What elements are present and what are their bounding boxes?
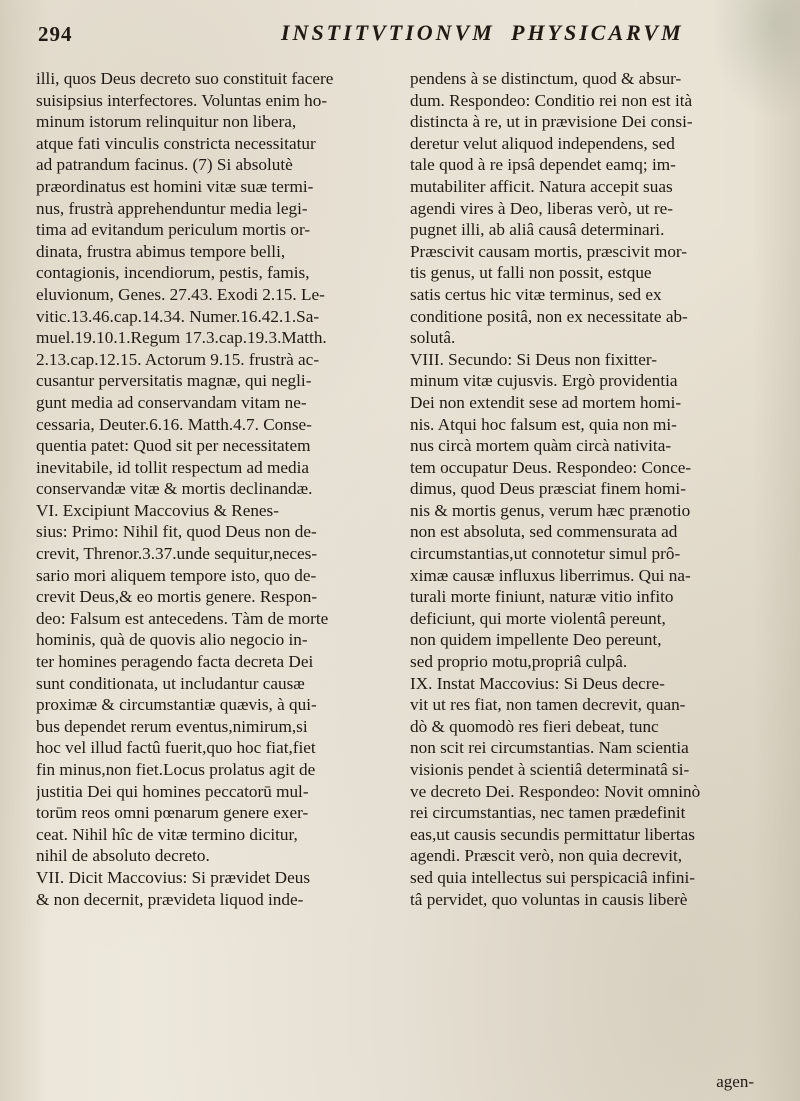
text-line: illi, quos Deus decreto suo constituit facere xyxy=(36,69,334,88)
text-line: rei circumstantias, nec tamen prædefinit xyxy=(410,803,686,823)
text-line: agendi vires à Deo, liberas verò, ut re- xyxy=(410,198,673,218)
text-line: atque fati vinculis constricta necessitatur xyxy=(36,133,316,153)
text-line: sius: Primo: Nihil fit, quod Deus non de- xyxy=(36,522,317,542)
text-line: conservandæ vitæ & mortis declinandæ. xyxy=(36,479,313,499)
text-line: non est absoluta, sed commensurata ad xyxy=(410,522,678,542)
text-line: non quidem impellente Deo pereunt, xyxy=(410,630,662,650)
text-line: inevitabile, id tollit respectum ad media xyxy=(36,457,310,477)
text-line: crevit Deus,& eo mortis genere. Respon- xyxy=(36,587,318,607)
text-line: deo: Falsum est antecedens. Tàm de morte xyxy=(36,608,329,628)
running-head xyxy=(0,8,800,48)
text-line: solutâ. xyxy=(410,328,456,348)
text-line: nus, frustrà apprehenduntur media legi- xyxy=(36,198,308,218)
text-line: dinata, frustra abimus tempore belli, xyxy=(36,241,286,261)
text-line: contagionis, incendiorum, pestis, famis, xyxy=(36,263,310,283)
right-text-column xyxy=(410,68,788,910)
text-line: nihil de absoluto decreto. xyxy=(36,846,210,866)
text-line: eas,ut causis secundis permittatur libertas xyxy=(410,824,695,844)
text-line: conditione positâ, non ex necessitate ab- xyxy=(410,306,688,326)
text-line: 2.13.cap.12.15. Actorum 9.15. frustrà ac- xyxy=(36,349,320,369)
text-line: sed proprio motu,propriâ culpâ. xyxy=(410,652,628,672)
text-line: ximæ causæ influxus liberrimus. Qui na- xyxy=(410,565,691,585)
text-line: nus circà mortem quàm circà nativita- xyxy=(410,436,672,456)
text-line: Dei non extendit sese ad mortem homi- xyxy=(410,392,682,412)
text-line: pugnet illi, ab aliâ causâ determinari. xyxy=(410,220,665,240)
text-line: bus dependet rerum eventus,nimirum,si xyxy=(36,716,308,736)
text-line: ad patrandum facinus. (7) Si absolutè xyxy=(36,155,293,175)
text-line: nis & mortis genus, verum hæc prænotio xyxy=(410,500,691,520)
text-line: crevit, Threnor.3.37.unde sequitur,neces- xyxy=(36,544,318,564)
text-line: tem occupatur Deus. Respondeo: Conce- xyxy=(410,457,692,477)
text-line: visionis pendet à scientiâ determinatâ si- xyxy=(410,760,690,779)
text-line: dimus, quod Deus præsciat finem homi- xyxy=(410,479,686,499)
text-line: vit ut res fiat, non tamen decrevit, quan- xyxy=(410,695,686,715)
text-line: fin minus,non fiet.Locus prolatus agit de xyxy=(36,760,316,779)
text-line: torūm reos omni pœnarum genere exer- xyxy=(36,803,309,823)
text-line: dum. Respondeo: Conditio rei non est ità xyxy=(410,90,693,110)
text-line: circumstantias,ut connotetur simul prô- xyxy=(410,544,681,564)
text-line: quentia patet: Quod sit per necessitatem xyxy=(36,436,311,456)
text-line: tale quod à re ipsâ dependet eamq; im- xyxy=(410,155,676,175)
text-line: gunt media ad conservandam vitam ne- xyxy=(36,392,307,412)
page-number: 294 xyxy=(38,22,73,46)
text-line: agendi. Præscit verò, non quia decrevit, xyxy=(410,846,683,866)
text-line: sario mori aliquem tempore isto, quo de- xyxy=(36,565,317,585)
text-line: ceat. Nihil hîc de vitæ termino dicitur, xyxy=(36,824,298,844)
text-line: minum vitæ cujusvis. Ergò providentia xyxy=(410,371,678,391)
text-line: VII. Dicit Maccovius: Si prævidet Deus xyxy=(36,867,311,887)
text-line: sunt conditionata, ut includantur causæ xyxy=(36,673,305,693)
text-line: & non decernit, prævideta liquod inde- xyxy=(36,889,304,909)
running-title-right: PHYSICARVM xyxy=(511,20,684,45)
text-line: eluvionum, Genes. 27.43. Exodi 2.15. Le- xyxy=(36,284,325,304)
text-line: dò & quomodò res fieri debeat, tunc xyxy=(410,716,659,736)
text-line: minum istorum relinquitur non libera, xyxy=(36,112,297,132)
text-line: distincta à re, ut in prævisione Dei consi- xyxy=(410,112,693,132)
text-line: mutabiliter afficit. Natura accepit suas xyxy=(410,176,673,196)
text-line: deficiunt, qui morte violentâ pereunt, xyxy=(410,608,666,628)
text-line: nis. Atqui hoc falsum est, quia non mi- xyxy=(410,414,677,434)
text-line: tis genus, ut falli non possit, estque xyxy=(410,263,652,283)
text-line: hoc vel illud factû fuerit,quo hoc fiat,fiet xyxy=(36,738,316,758)
text-line: satis certus hic vitæ terminus, sed ex xyxy=(410,284,662,304)
text-line: IX. Instat Maccovius: Si Deus decre- xyxy=(410,673,665,693)
text-line: sed quia intellectus sui perspicaciâ infini- xyxy=(410,867,695,887)
text-line: præordinatus est homini vitæ suæ termi- xyxy=(36,176,314,196)
text-line: ve decreto Dei. Respondeo: Novit omninò xyxy=(410,781,701,801)
left-text-column xyxy=(36,68,409,910)
text-line: justitia Dei qui homines peccatorū mul- xyxy=(36,781,309,801)
text-line: turali morte finiunt, naturæ vitio infito xyxy=(410,587,674,607)
text-line: pendens à se distinctum, quod & absur- xyxy=(410,69,682,88)
text-line: suisipsius interfectores. Voluntas enim ho- xyxy=(36,90,328,110)
catchword: agen- xyxy=(716,1072,754,1091)
text-line: vitic.13.46.cap.14.34. Numer.16.42.1.Sa- xyxy=(36,306,320,326)
text-line: hominis, quà de quovis alio negocio in- xyxy=(36,630,308,650)
text-line: muel.19.10.1.Regum 17.3.cap.19.3.Matth. xyxy=(36,328,327,348)
text-line: Præscivit causam mortis, præscivit mor- xyxy=(410,241,688,261)
text-line: non scit rei circumstantias. Nam scientia xyxy=(410,738,689,758)
running-title: INSTITVTIONVM xyxy=(281,20,495,45)
text-line: VI. Excipiunt Maccovius & Renes- xyxy=(36,500,279,520)
text-line: tima ad evitandum periculum mortis or- xyxy=(36,220,311,240)
text-line: ter homines peragendo facta decreta Dei xyxy=(36,652,314,672)
text-line: cusantur perversitatis magnæ, qui negli- xyxy=(36,371,312,391)
text-line: tâ pervidet, quo voluntas in causis liberè xyxy=(410,889,688,909)
text-line: cessaria, Deuter.6.16. Matth.4.7. Conse- xyxy=(36,414,312,434)
text-line: VIII. Secundo: Si Deus non fixitter- xyxy=(410,349,657,369)
text-line: deretur velut aliquod independens, sed xyxy=(410,133,675,153)
text-line: proximæ & circumstantiæ quævis, à qui- xyxy=(36,695,317,715)
